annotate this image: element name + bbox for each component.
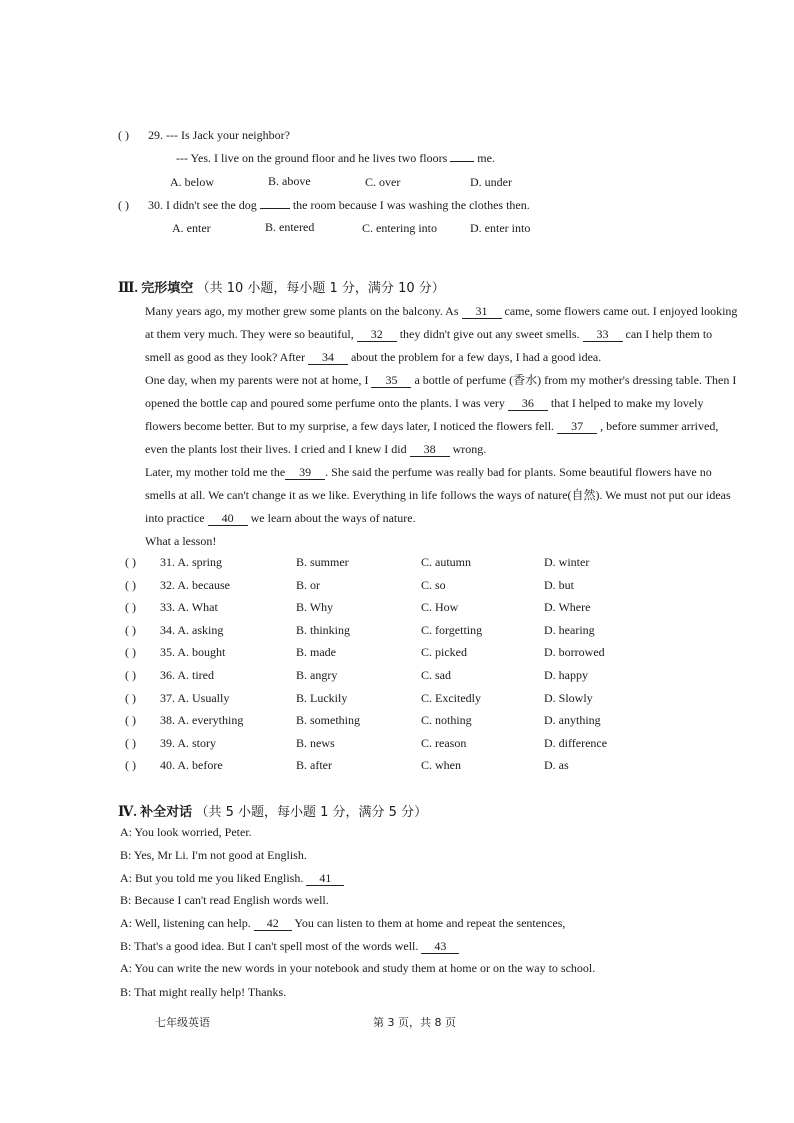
- dialogue-text: B: That's a good idea. But I can't spell most of the words well.: [120, 939, 422, 953]
- blank-33: 33: [583, 328, 623, 342]
- section-3-heading: [118, 277, 445, 296]
- dialogue-text: A: But you told me you liked English.: [120, 871, 307, 885]
- dialogue-text: A: Well, listening can help.: [120, 916, 254, 930]
- q29-reply-text: --- Yes. I live on the ground floor and he lives two floors: [176, 151, 448, 165]
- q30-stem: [148, 198, 530, 213]
- cloze-option-a: 36. A. tired: [160, 668, 214, 682]
- passage-text: we learn about the ways of nature.: [247, 511, 416, 525]
- section-4-number: Ⅳ.: [118, 804, 137, 819]
- cloze-answer-paren: ( ): [125, 555, 136, 569]
- cloze-answer-paren: ( ): [125, 758, 136, 773]
- blank-38: 38: [410, 443, 450, 457]
- cloze-option-row: [125, 758, 745, 780]
- q30-option-d: D. enter into: [470, 221, 531, 235]
- cloze-option-c: C. Excitedly: [421, 690, 481, 705]
- cloze-option-row: [125, 713, 745, 735]
- q30-blank: [260, 208, 290, 209]
- q30-option-b: B. entered: [265, 220, 315, 234]
- cloze-option-b: B. or: [296, 577, 320, 592]
- cloze-option-a: 33. A. What: [160, 600, 218, 615]
- q29-option-b: B. above: [268, 174, 311, 188]
- footer-subject: 七年级英语: [155, 1016, 210, 1029]
- cloze-option-d: D. anything: [544, 713, 601, 728]
- cloze-option-b: B. angry: [296, 668, 338, 682]
- passage-text: , before summer arrived, even the plants lost their lives. I cried and I knew I did: [145, 419, 719, 456]
- dialogue-line-4: B: Because I can't read English words well.: [120, 893, 329, 907]
- section-4-title: 补全对话: [140, 805, 193, 820]
- cloze-option-c: C. forgetting: [421, 622, 483, 637]
- dialogue-line-2: B: Yes, Mr Li. I'm not good at English.: [120, 848, 307, 862]
- q29-option-d: D. under: [470, 175, 512, 189]
- q30-option-c: C. entering into: [362, 221, 437, 235]
- cloze-option-row: [125, 578, 745, 600]
- cloze-option-a: 32. A. because: [160, 577, 230, 592]
- dialogue-line-1: A: You look worried, Peter.: [120, 825, 252, 839]
- footer-page-number: 第 3 页，共 8 页: [373, 1016, 456, 1029]
- cloze-option-b: B. Why: [296, 600, 334, 615]
- passage-text: . She said the perfume was really bad for plants. Some beautiful flowers have no smells at all. We can't change it as we like. Everything in life follows the ways of nature(自然). We must not put our ideas into practice: [145, 465, 731, 525]
- q29-answer-paren: ( ): [118, 128, 129, 142]
- cloze-option-b: B. after: [296, 758, 332, 773]
- cloze-answer-paren: ( ): [125, 713, 136, 728]
- dialogue-line-6: [120, 939, 459, 954]
- passage-paragraph-4: What a lesson!: [145, 534, 217, 548]
- cloze-option-b: B. thinking: [296, 622, 351, 637]
- dialogue-text: You can listen to them at home and repeat the sentences,: [291, 916, 566, 930]
- passage-text: that I helped to make my lovely flowers become better. But to my surprise, a few days later, I noticed the flowers fell.: [145, 396, 704, 433]
- blank-35: 35: [371, 374, 411, 388]
- cloze-option-a: 34. A. asking: [160, 622, 224, 637]
- cloze-option-d: D. borrowed: [544, 645, 605, 660]
- section-4-rule: （共 5 小题，每小题 1 分，满分 5 分）: [195, 805, 428, 820]
- section-4-heading: [118, 801, 427, 820]
- passage-text: they didn't give out any sweet smells.: [396, 327, 583, 341]
- passage-text: wrong.: [449, 442, 487, 456]
- cloze-answer-paren: ( ): [125, 668, 136, 682]
- cloze-option-row: [125, 600, 745, 622]
- cloze-option-a: 37. A. Usually: [160, 690, 230, 705]
- cloze-option-a: 38. A. everything: [160, 713, 244, 728]
- q29-reply: [176, 151, 495, 166]
- cloze-option-row: [125, 623, 745, 645]
- cloze-answer-paren: ( ): [125, 577, 136, 592]
- passage-text: Many years ago, my mother grew some plants on the balcony. As: [145, 304, 462, 318]
- blank-43: 43: [421, 940, 459, 954]
- cloze-answer-paren: ( ): [125, 600, 136, 615]
- cloze-option-d: D. Where: [544, 600, 591, 615]
- cloze-option-b: B. something: [296, 713, 361, 728]
- blank-37: 37: [557, 420, 597, 434]
- blank-42: 42: [254, 917, 292, 931]
- cloze-option-row: [125, 645, 745, 667]
- blank-36: 36: [508, 397, 548, 411]
- cloze-option-c: C. How: [421, 600, 459, 615]
- section-3-title: 完形填空: [141, 281, 194, 296]
- cloze-option-b: B. made: [296, 645, 336, 660]
- q30-stem-text: 30. I didn't see the dog: [148, 198, 257, 212]
- dialogue-line-7: A: You can write the new words in your notebook and study them at home or on the way to school.: [120, 961, 596, 975]
- section-3-number: Ⅲ.: [118, 280, 138, 295]
- blank-39: 39: [285, 466, 325, 480]
- cloze-option-c: C. when: [421, 758, 461, 773]
- blank-40: 40: [208, 512, 248, 526]
- cloze-option-a: 39. A. story: [160, 735, 217, 750]
- passage-text: can I help them to smell as good as they look? After: [145, 327, 713, 364]
- cloze-option-d: D. hearing: [544, 622, 595, 637]
- cloze-option-c: C. nothing: [421, 713, 472, 728]
- cloze-option-a: 35. A. bought: [160, 645, 226, 660]
- dialogue-line-3: [120, 871, 344, 886]
- cloze-option-c: C. autumn: [421, 555, 471, 569]
- passage-paragraph-1: [120, 300, 740, 369]
- cloze-option-a: 31. A. spring: [160, 555, 223, 569]
- dialogue-line-5: [120, 916, 565, 931]
- cloze-answer-paren: ( ): [125, 690, 136, 705]
- cloze-option-b: B. Luckily: [296, 690, 348, 705]
- q30-stem-end: the room because I was washing the clothes then.: [292, 198, 530, 212]
- blank-34: 34: [308, 351, 348, 365]
- section-3-rule: （共 10 小题，每小题 1 分，满分 10 分）: [196, 281, 445, 296]
- passage-text: One day, when my parents were not at home, I: [145, 373, 372, 387]
- q29-reply-end: me.: [477, 151, 495, 165]
- passage-text: Later, my mother told me the: [145, 465, 286, 479]
- cloze-option-d: D. Slowly: [544, 690, 593, 705]
- cloze-option-d: D. difference: [544, 735, 608, 750]
- blank-41: 41: [306, 872, 344, 886]
- q29-blank: [450, 161, 474, 162]
- passage-text: came, some flowers came out. I enjoyed looking at them very much. They were so beautiful,: [145, 304, 738, 341]
- blank-32: 32: [357, 328, 397, 342]
- passage-paragraph-2: [120, 369, 740, 461]
- passage-text: a bottle of perfume (香水) from my mother's dressing table. Then I opened the bottle cap and poured some perfume onto the plants. I was very: [145, 373, 737, 410]
- cloze-option-d: D. happy: [544, 668, 588, 682]
- q29-option-a: A. below: [170, 175, 214, 189]
- cloze-option-row: [125, 555, 745, 577]
- cloze-option-c: C. sad: [421, 668, 451, 682]
- cloze-answer-paren: ( ): [125, 622, 136, 637]
- q30-option-a: A. enter: [172, 221, 211, 235]
- cloze-option-c: C. so: [421, 577, 446, 592]
- cloze-option-row: [125, 736, 745, 758]
- cloze-option-d: D. as: [544, 758, 569, 773]
- cloze-option-c: C. reason: [421, 735, 467, 750]
- passage-paragraph-3: [120, 461, 740, 530]
- cloze-option-b: B. news: [296, 735, 335, 750]
- cloze-option-b: B. summer: [296, 555, 349, 569]
- cloze-option-d: D. but: [544, 577, 574, 592]
- cloze-option-a: 40. A. before: [160, 758, 223, 773]
- cloze-option-row: [125, 691, 745, 713]
- cloze-option-d: D. winter: [544, 555, 590, 569]
- cloze-option-c: C. picked: [421, 645, 467, 660]
- cloze-passage: [120, 300, 740, 553]
- cloze-answer-paren: ( ): [125, 645, 136, 660]
- blank-31: 31: [462, 305, 502, 319]
- passage-text: about the problem for a few days, I had a good idea.: [347, 350, 602, 364]
- cloze-answer-paren: ( ): [125, 735, 136, 750]
- q29-stem: 29. --- Is Jack your neighbor?: [148, 128, 290, 142]
- q30-answer-paren: ( ): [118, 198, 129, 212]
- q29-option-c: C. over: [365, 175, 401, 189]
- dialogue-line-8: B: That might really help! Thanks.: [120, 985, 287, 999]
- cloze-option-row: [125, 668, 745, 690]
